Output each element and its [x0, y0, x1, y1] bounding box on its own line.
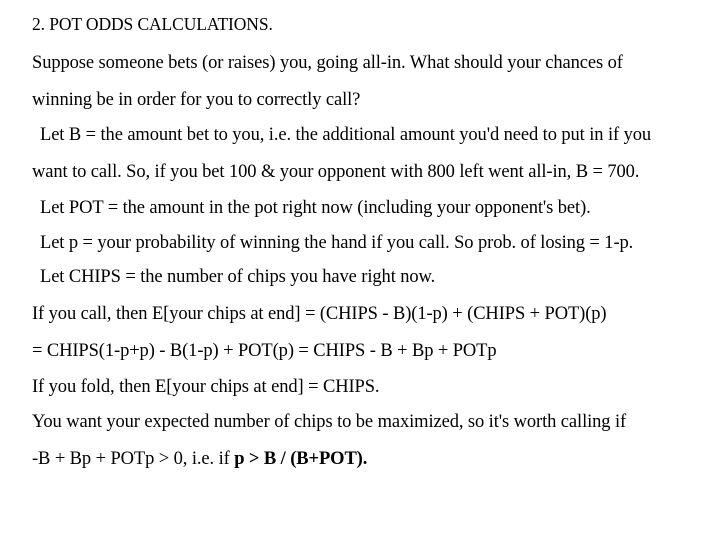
text-line-question-2: winning be in order for you to correctly call?	[32, 90, 361, 110]
text-line-conclusion	[32, 448, 367, 470]
text-line-fold-expectation: If you fold, then E[your chips at end] = CHIPS.	[32, 377, 380, 397]
slide-title: 2. POT ODDS CALCULATIONS.	[32, 14, 273, 34]
conclusion-formula: p > B / (B+POT).	[234, 449, 368, 469]
conclusion-prefix: -B + Bp + POTp > 0, i.e. if	[32, 449, 235, 469]
text-line-call-expectation: If you call, then E[your chips at end] = (CHIPS - B)(1-p) + (CHIPS + POT)(p)	[32, 304, 607, 324]
text-line-maximize: You want your expected number of chips to be maximized, so it's worth calling if	[32, 412, 627, 432]
text-line-def-b-2: want to call. So, if you bet 100 & your opponent with 800 left went all-in, B = 700.	[32, 162, 640, 182]
text-line-def-b-1: Let B = the amount bet to you, i.e. the additional amount you'd need to put in if you	[40, 125, 652, 145]
text-line-call-simplified: = CHIPS(1-p+p) - B(1-p) + POT(p) = CHIPS - B + Bp + POTp	[32, 341, 497, 361]
text-line-def-p: Let p = your probability of winning the hand if you call. So prob. of losing = 1-p.	[40, 233, 634, 253]
text-line-def-chips: Let CHIPS = the number of chips you have right now.	[40, 267, 436, 287]
text-line-def-pot: Let POT = the amount in the pot right now (including your opponent's bet).	[40, 198, 591, 218]
text-line-question-1: Suppose someone bets (or raises) you, going all-in. What should your chances of	[32, 53, 623, 73]
